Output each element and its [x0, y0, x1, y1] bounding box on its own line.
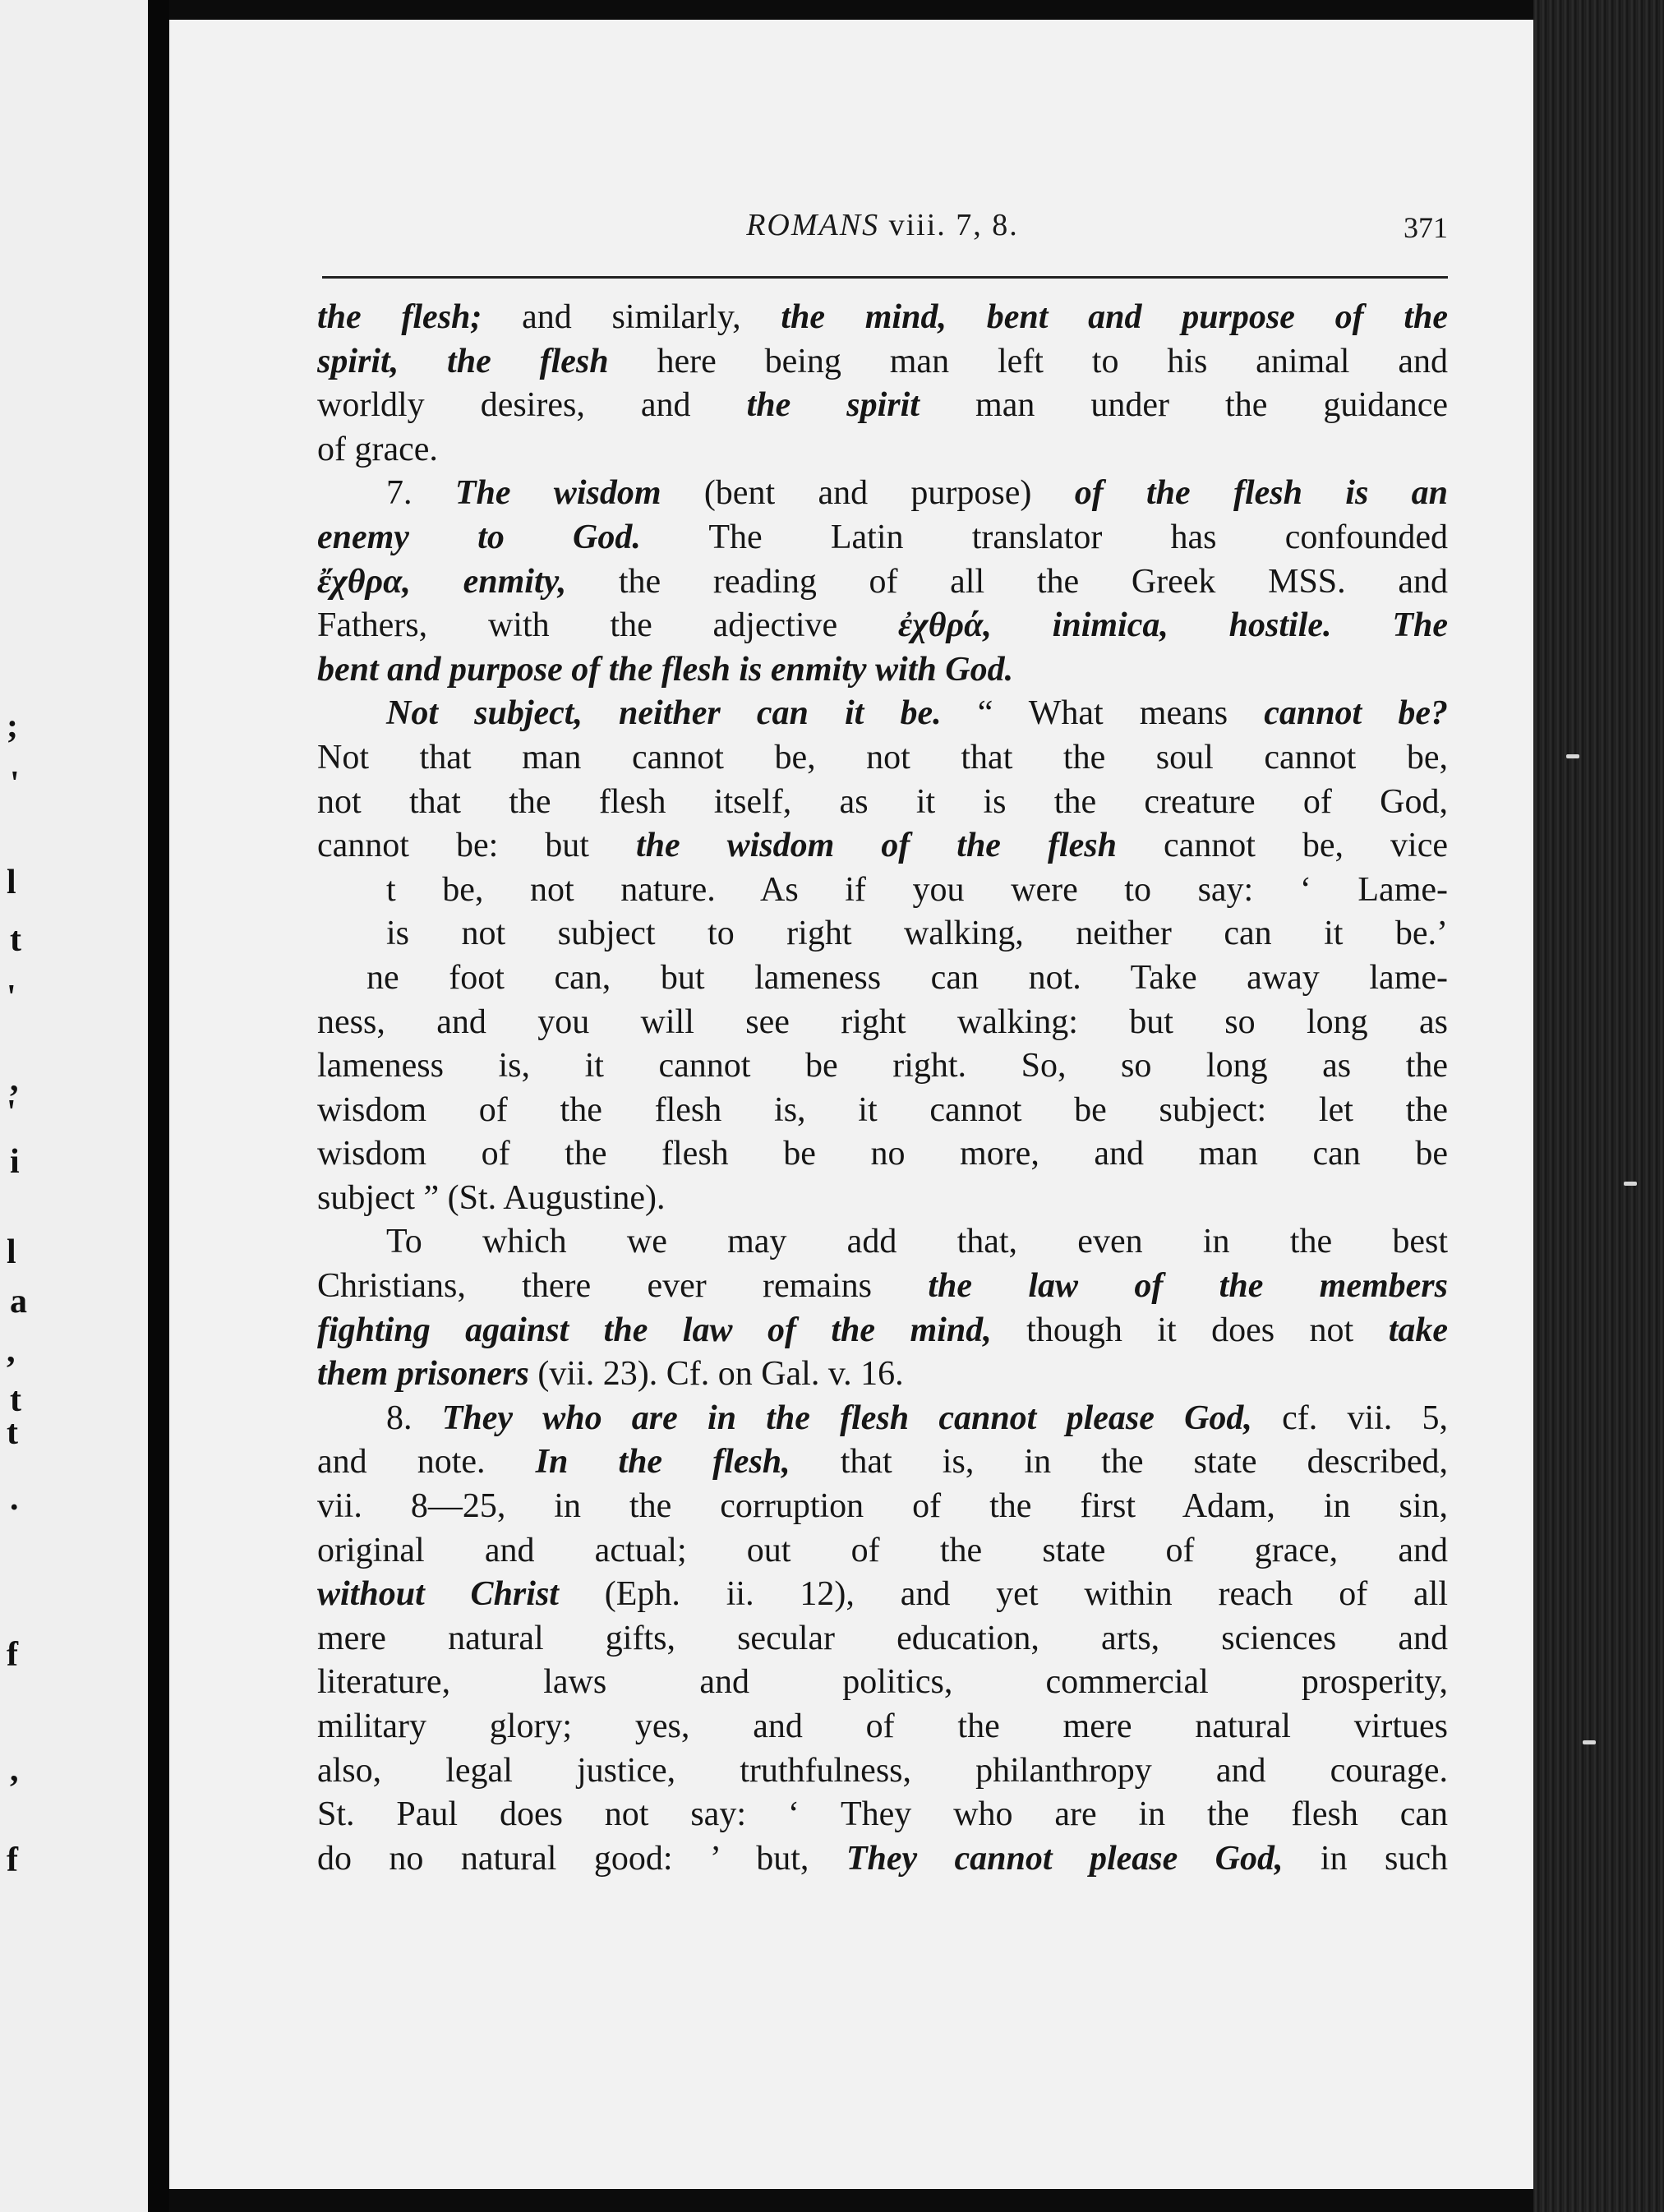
- italic-text: ἔχθρα, enmity,: [317, 562, 567, 601]
- italic-text: of the flesh is an: [1074, 474, 1448, 513]
- book-page: [169, 20, 1533, 2189]
- text-line: [317, 781, 1448, 825]
- text-line: [317, 1001, 1448, 1045]
- margin-fragment: ,: [7, 1332, 16, 1370]
- running-title-reference: viii. 7, 8.: [888, 208, 1019, 242]
- italic-text: The wisdom: [454, 474, 661, 513]
- text-run: 8.: [386, 1399, 442, 1437]
- text-line: [317, 340, 1448, 385]
- italic-text: enemy to God.: [317, 518, 641, 556]
- italic-text: the wisdom of the flesh: [635, 827, 1117, 865]
- italic-text: the spirit: [746, 386, 920, 425]
- text-line: [317, 384, 1448, 428]
- text-run: (Eph. ii. 12), and yet within reach of all: [558, 1575, 1448, 1614]
- text-run: here being man left to his animal and: [608, 342, 1448, 380]
- text-line: [317, 296, 1448, 340]
- text-run: subject ” (St. Augustine).: [317, 1178, 666, 1217]
- text-line: [317, 692, 1448, 736]
- text-run: cannot be: but: [317, 827, 636, 865]
- text-run: Not that man cannot be, not that the soul cannot be,: [317, 738, 1448, 777]
- text-run: St. Paul does not say: ‘ They who are in the flesh can: [317, 1795, 1448, 1834]
- text-run: military glory; yes, and of the mere natural virtues: [317, 1707, 1448, 1745]
- text-run: vii. 8—25, in the corruption of the first Adam, in sin,: [317, 1487, 1448, 1526]
- header-rule: [322, 276, 1448, 279]
- margin-fragment: a: [10, 1283, 27, 1320]
- text-line: [317, 1353, 1448, 1397]
- edge-speck: [1583, 1740, 1596, 1744]
- text-line: [317, 1044, 1448, 1089]
- page-number: 371: [1404, 211, 1448, 244]
- text-line: [317, 1573, 1448, 1617]
- text-line: [317, 736, 1448, 781]
- text-line: [317, 1132, 1448, 1177]
- margin-fragment: .: [10, 1480, 19, 1518]
- italic-text: They who are in the flesh cannot please God,: [441, 1399, 1252, 1437]
- text-line: [317, 824, 1448, 869]
- text-run: cf. vii. 5,: [1251, 1399, 1448, 1437]
- italic-text: cannot be?: [1264, 694, 1448, 733]
- text-run: original and actual; out of the state of grace, and: [317, 1531, 1448, 1569]
- text-line: [317, 472, 1448, 516]
- text-line: [317, 1089, 1448, 1133]
- body-text: [317, 296, 1448, 1881]
- text-run: (vii. 23). Cf. on Gal. v. 16.: [528, 1355, 904, 1394]
- margin-fragment: l: [7, 1233, 16, 1271]
- text-run: lameness is, it cannot be right. So, so long as the: [317, 1047, 1448, 1085]
- text-line: [317, 1440, 1448, 1485]
- text-line: [317, 516, 1448, 560]
- text-line: [317, 912, 1448, 956]
- text-run: To which we may add that, even in the best: [386, 1223, 1448, 1261]
- text-run: though it does not: [991, 1311, 1389, 1349]
- text-line: [317, 1837, 1448, 1882]
- text-run: t be, not nature. As if you were to say: ‘ Lame-: [386, 870, 1448, 909]
- text-line: [317, 648, 1448, 693]
- text-line: [317, 1705, 1448, 1749]
- margin-fragment: t: [10, 1381, 21, 1419]
- facing-page-margin: [0, 0, 148, 2212]
- book-gutter: [148, 0, 169, 2212]
- page-block-edge: [1533, 0, 1664, 2212]
- text-run: worldly desires, and: [317, 386, 747, 425]
- margin-fragment: t: [10, 921, 21, 959]
- text-line: [317, 1661, 1448, 1705]
- italic-text: fighting against the law of the mind,: [317, 1311, 992, 1349]
- margin-fragment: ': [7, 979, 16, 1016]
- text-run: cannot be, vice: [1116, 827, 1448, 865]
- text-line: [317, 1529, 1448, 1574]
- text-line: [317, 1265, 1448, 1309]
- italic-text: Not subject, neither can it be.: [386, 694, 942, 733]
- text-line: [317, 604, 1448, 648]
- text-run: ness, and you will see right walking: but so long as: [317, 1002, 1448, 1041]
- text-run: mere natural gifts, secular education, arts, sciences and: [317, 1619, 1448, 1657]
- text-line: [317, 428, 1448, 472]
- italic-text: without Christ: [317, 1575, 559, 1614]
- text-run: not that the flesh itself, as it is the creature of God,: [317, 782, 1448, 821]
- running-title-book: ROMANS: [746, 208, 880, 242]
- text-line: [317, 1220, 1448, 1265]
- italic-text: spirit, the flesh: [317, 342, 609, 380]
- text-run: Fathers, with the adjective: [317, 606, 898, 645]
- text-run: literature, laws and politics, commercial prosperity,: [317, 1663, 1448, 1702]
- margin-fragment: ': [10, 765, 20, 803]
- margin-fragment: i: [10, 1143, 20, 1181]
- text-line: [317, 1177, 1448, 1221]
- text-line: [317, 869, 1448, 913]
- text-run: that is, in the state described,: [790, 1443, 1448, 1482]
- text-run: wisdom of the flesh is, it cannot be subject: let the: [317, 1090, 1448, 1129]
- text-line: [317, 1793, 1448, 1837]
- margin-fragment: l: [7, 864, 16, 901]
- margin-fragment: ,: [10, 1061, 19, 1099]
- text-run: and note.: [317, 1443, 536, 1482]
- text-line: [317, 560, 1448, 605]
- text-run: wisdom of the flesh be no more, and man can be: [317, 1135, 1448, 1173]
- margin-fragment: f: [7, 1636, 18, 1674]
- italic-text: them prisoners: [317, 1355, 529, 1394]
- text-line: [317, 1749, 1448, 1794]
- margin-fragment: t: [7, 1414, 18, 1452]
- margin-fragment: ': [7, 1094, 16, 1131]
- text-run: man under the guidance: [919, 386, 1448, 425]
- italic-text: ἐχθρά, inimica, hostile. The: [897, 606, 1448, 645]
- text-run: Christians, there ever remains: [317, 1267, 929, 1306]
- text-run: is not subject to right walking, neither can it be.’: [386, 915, 1448, 953]
- text-line: [317, 1485, 1448, 1529]
- margin-fragment: ;: [7, 707, 18, 745]
- text-line: [317, 1309, 1448, 1353]
- text-run: ne foot can, but lameness can not. Take away lame-: [366, 958, 1448, 997]
- text-run: “ What means: [941, 694, 1265, 733]
- italic-text: In the flesh,: [535, 1443, 791, 1482]
- text-run: also, legal justice, truthfulness, philanthropy and courage.: [317, 1751, 1448, 1790]
- edge-speck: [1566, 754, 1579, 758]
- text-run: and similarly,: [482, 298, 781, 336]
- italic-text: the law of the members: [928, 1267, 1448, 1306]
- italic-text: bent and purpose of the flesh is enmity with God.: [317, 650, 1014, 689]
- text-line: [317, 1397, 1448, 1441]
- text-run: of grace.: [317, 430, 438, 468]
- running-title: [317, 207, 1448, 243]
- italic-text: the flesh;: [317, 298, 482, 336]
- italic-text: They cannot please God,: [846, 1839, 1284, 1878]
- text-run: (bent and purpose): [661, 474, 1075, 513]
- text-run: 7.: [386, 474, 455, 513]
- italic-text: take: [1388, 1311, 1448, 1349]
- italic-text: the mind, bent and purpose of the: [781, 298, 1448, 336]
- running-header: [317, 207, 1448, 256]
- text-run: the reading of all the Greek MSS. and: [566, 562, 1448, 601]
- margin-fragment: ,: [10, 1751, 19, 1789]
- text-run: do no natural good: ’ but,: [317, 1839, 846, 1878]
- text-run: in such: [1283, 1839, 1448, 1878]
- edge-speck: [1624, 1182, 1637, 1186]
- text-run: The Latin translator has confounded: [640, 518, 1448, 556]
- text-line: [317, 1617, 1448, 1661]
- text-line: [317, 956, 1448, 1001]
- margin-fragment: f: [7, 1841, 18, 1879]
